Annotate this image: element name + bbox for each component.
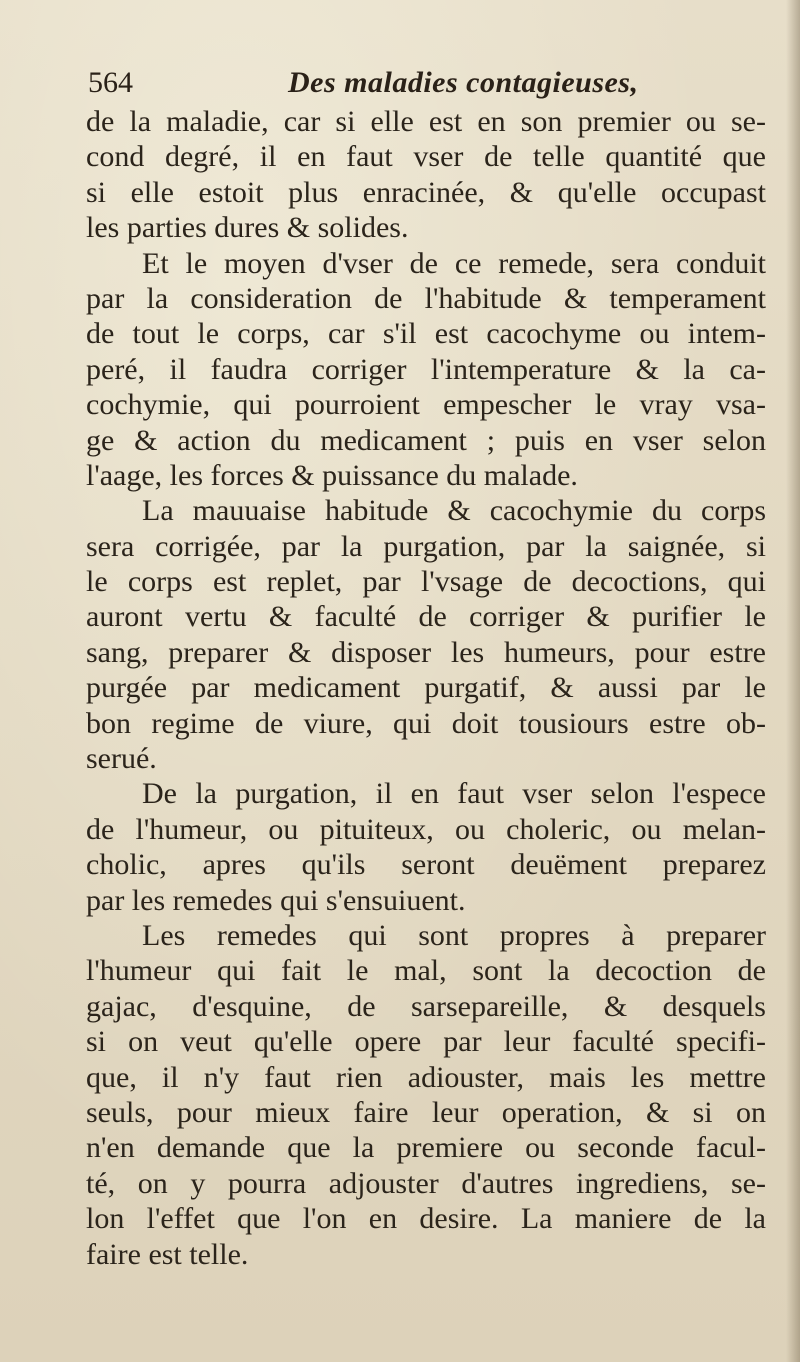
page-edge-shadow xyxy=(786,0,800,1362)
text-line: La mauuaise habitude & cacochymie du corps xyxy=(142,494,766,528)
text-line: n'en demande que la premiere ou seconde facul- xyxy=(86,1131,766,1165)
text-line: Les remedes qui sont propres à preparer xyxy=(142,918,766,952)
text-line: bon regime de viure, qui doit tousiours estre ob- xyxy=(86,706,766,740)
text-line: par la consideration de l'habitude & temperament xyxy=(86,281,766,315)
text-line: gajac, d'esquine, de sarsepareille, & desquels xyxy=(86,989,766,1023)
text-line: auront vertu & faculté de corriger & purifier le xyxy=(86,600,766,634)
text-line: que, il n'y faut rien adiouster, mais les mettre xyxy=(86,1060,766,1094)
text-line: sang, preparer & disposer les humeurs, pour estre xyxy=(86,635,766,669)
body-text xyxy=(86,104,766,1272)
text-line: si on veut qu'elle opere par leur faculté specifi- xyxy=(86,1025,766,1059)
text-line: té, on y pourra adjouster d'autres ingrediens, se- xyxy=(86,1166,766,1200)
text-line: purgée par medicament purgatif, & aussi par le xyxy=(86,671,766,705)
text-line: de la maladie, car si elle est en son premier ou se- xyxy=(86,105,766,138)
text-line: sera corrigée, par la purgation, par la saignée, si xyxy=(86,529,766,563)
text-line: par les remedes qui s'ensuiuent. xyxy=(86,883,466,917)
text-line: faire est telle. xyxy=(86,1237,249,1271)
text-line: cochymie, qui pourroient empescher le vray vsa- xyxy=(86,388,766,422)
running-title: Des maladies contagieuses, xyxy=(288,66,639,99)
text-line: l'humeur qui fait le mal, sont la decoction de xyxy=(86,954,766,988)
text-line: serué. xyxy=(86,742,157,776)
text-line: Et le moyen d'vser de ce remede, sera conduit xyxy=(142,246,766,280)
text-line: ge & action du medicament ; puis en vser selon xyxy=(86,423,766,457)
text-line: peré, il faudra corriger l'intemperature & la ca- xyxy=(86,352,766,386)
text-line: les parties dures & solides. xyxy=(86,211,409,245)
text-line: De la purgation, il en faut vser selon l'espece xyxy=(142,777,766,811)
text-line: cholic, apres qu'ils seront deuëment preparez xyxy=(86,848,766,882)
page-number: 564 xyxy=(88,66,133,99)
text-line: de tout le corps, car s'il est cacochyme ou intem- xyxy=(86,317,766,351)
text-line: cond degré, il en faut vser de telle quantité que xyxy=(86,140,766,174)
text-line: si elle estoit plus enracinée, & qu'elle occupast xyxy=(86,175,766,209)
text-line: lon l'effet que l'on en desire. La maniere de la xyxy=(86,1202,766,1236)
text-line: seuls, pour mieux faire leur operation, & si on xyxy=(86,1095,766,1129)
text-line: l'aage, les forces & puissance du malade. xyxy=(86,458,578,492)
page-header xyxy=(88,62,668,110)
text-line: de l'humeur, ou pituiteux, ou choleric, ou melan- xyxy=(86,812,766,846)
text-line: le corps est replet, par l'vsage de decoctions, qui xyxy=(86,565,766,599)
